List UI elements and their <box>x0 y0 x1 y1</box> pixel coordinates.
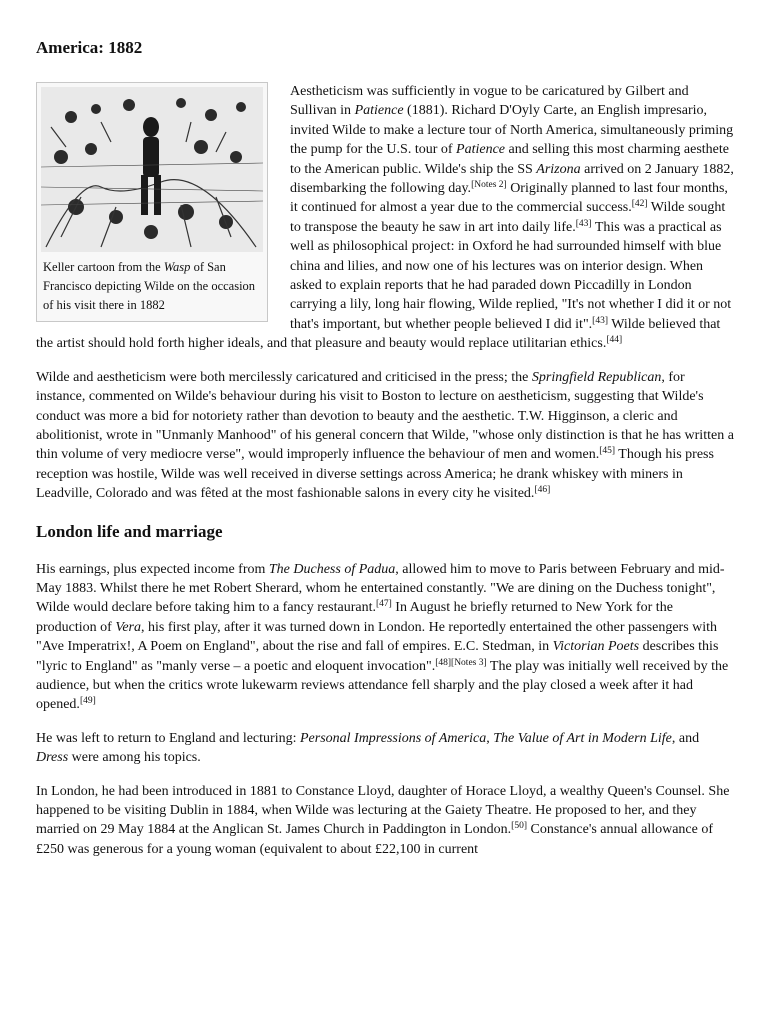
citation-link[interactable]: [48] <box>435 657 452 668</box>
citation-link[interactable]: [45] <box>599 446 616 457</box>
citation-link[interactable]: [43] <box>592 315 608 326</box>
section-america <box>36 82 734 873</box>
section-london <box>36 522 734 860</box>
section-heading-america: America: 1882 <box>36 38 143 57</box>
paragraph: Wilde and aestheticism were both mercilessly caricatured and criticised in the press; the Springfield Republican, for instance, commented on Wilde's behaviour during his visit to Boston to lecture on aestheticism, suggesting that Wilde's conduct was more a bid for notoriety rather than devotion to beauty and the aesthetic. T.W. Higginson, a cleric and abolitionist, wrote in "Unmanly Manhood" of his general concern that Wilde, "whose only distinction is that he has written a thin volume of very mediocre verse", would improperly influence the behaviour of men and women.[45] Though his press reception was hostile, Wilde was well received in diverse settings across America; he drank whiskey with miners in Leadville, Colorado and was fêted at the most fashionable salons in every city he visited.[46] <box>36 369 734 502</box>
footnote-link[interactable]: [Notes 2] <box>471 180 507 191</box>
citation-link[interactable]: [46] <box>534 485 551 496</box>
paragraph: He was left to return to England and lecturing: Personal Impressions of America, The Value of Art in Modern Life, and Dress were among his topics. <box>36 730 700 766</box>
citation-link[interactable]: [44] <box>606 335 623 346</box>
section-heading-london: London life and marriage <box>36 521 223 541</box>
paragraph: His earnings, plus expected income from The Duchess of Padua, allowed him to move to Paris between February and mid-May 1883. Whilst there he met Robert Sherard, whom he entertained constantly. "We are dining on the Duchess tonight", Wilde would declare before taking him to a fancy restaurant.[47] In August he briefly returned to New York for the production of Vera, his first play, after it was turned down in London. He reportedly entertained the other passengers with "Ave Imperatrix!, A Poem on England", about the rise and fall of empires. E.C. Stedman, in Victorian Poets describes this "lyric to England" as "manly verse – a poetic and eloquent invocation".[48][Notes 3] The play was initially well received by the audience, but when the critics wrote lukewarm reviews attendance fell sharply and the play closed a week after it had opened.[49] <box>36 561 729 713</box>
figure-caption: Keller cartoon from the Wasp of San Francisco depicting Wilde on the occasion of his visit there in 1882 <box>43 260 256 312</box>
citation-link[interactable]: [50] <box>511 821 527 832</box>
footnote-link[interactable]: [Notes 3] <box>451 657 487 668</box>
citation-link[interactable]: [42] <box>631 199 648 210</box>
citation-link[interactable]: [49] <box>79 696 96 707</box>
paragraph: In London, he had been introduced in 1881 to Constance Lloyd, daughter of Horace Lloyd, a wealthy Queen's Counsel. She happened to be visiting Dublin in 1884, when Wilde was lecturing at the Gaiety Theatre. He proposed to her, and they married on 29 May 1884 at the Anglican St. James Church in Paddington in London.[50] Constance's annual allowance of £250 was generous for a young woman (equivalent to about £22,100 in current <box>36 783 730 857</box>
keller-cartoon-image[interactable] <box>41 87 263 252</box>
citation-link[interactable]: [43] <box>575 218 592 229</box>
figure-thumbnail[interactable] <box>36 82 268 322</box>
citation-link[interactable]: [47] <box>375 599 392 610</box>
paragraph: Aestheticism was sufficiently in vogue to be caricatured by Gilbert and Sullivan in Patience (1881). Richard D'Oyly Carte, an English impresario, invited Wilde to make a lecture tour of North America, simultaneously priming the pump for the U.S. tour of Patience and selling this most charming aesthete to the American public. Wilde's ship the SS Arizona arrived on 2 January 1882, disembarking the following day.[Notes 2] Originally planned to last four months, it continued for almost a year due to the commercial success.[42] Wilde sought to transpose the beauty he saw in art into daily life.[43] This was a practical as well as philosophical project: in Oxford he had surrounded himself with blue china and lilies, and now one of his lectures was on interior design. When asked to explain reports that he had paraded down Piccadilly in London carrying a lily, long hair flowing, Wilde replied, "It's not whether I did it or not that's important, but whether people believed I did it".[43] Wilde believed that the artist should hold forth higher ideals, and that pleasure and beauty would replace utilitarian ethics.[44] <box>36 84 734 352</box>
